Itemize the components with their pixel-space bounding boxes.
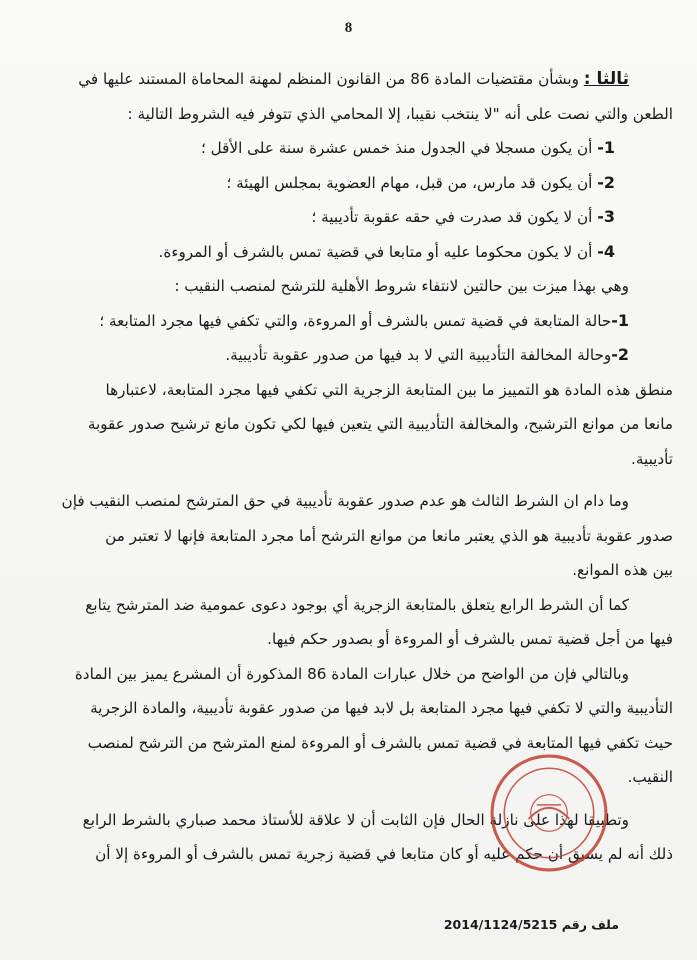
page-number: 8 [344, 20, 353, 36]
paragraph-line: بين هذه الموانع. [572, 561, 673, 579]
intro-line-1: ثالثا : وبشأن مقتضيات المادة 86 من القانون المنظم لمهنة المحاماة المستند عليها في [78, 69, 629, 89]
file-number-label: ملف رقم [561, 917, 619, 932]
paragraph-line: منطق هذه المادة هو التمييز ما بين المتابعة الزجرية التي تكفي فيها مجرد المتابعة، لاعتبارها [105, 380, 673, 399]
paragraph-line: ذلك أنه لم يسبق أن حكم عليه أو كان متابعا في قضية زجرية تمس بالشرف أو المروءة إلا أن [95, 845, 673, 863]
file-number-footer [444, 917, 619, 932]
condition-item: 4- أن لا يكون محكوما عليه أو متابعا في قضية تمس بالشرف أو المروءة. [158, 241, 615, 261]
paragraph-line: التأديبية والتي لا تكفي فيها مجرد المتابعة بل لابد فيها من صدور عقوبة تأديبية، والمادة الزجرية [90, 699, 673, 717]
file-number-value: 2014/1124/5215 [443, 917, 558, 932]
paragraph-line: حيث تكفي فيها المتابعة في قضية تمس بالشرف أو المروءة لمنع المترشح من الترشح لمنصب [87, 733, 673, 752]
paragraph-line: تأديبية. [631, 449, 673, 468]
paragraph-line: النقيب. [627, 768, 673, 786]
condition-item: 1- أن يكون مسجلا في الجدول منذ خمس عشرة سنة على الأقل ؛ [201, 138, 615, 157]
condition-item: 2- أن يكون قد مارس، من قبل، مهام العضوية بمجلس الهيئة ؛ [226, 172, 615, 192]
paragraph-line: مانعا من موانع الترشيح، والمخالفة التأديبية التي يتعين فيها لكي تكون مانع ترشيح صدور عقوبة [87, 415, 673, 433]
case-item: 1-حالة المتابعة في قضية تمس بالشرف أو المروءة، والتي تكفي فيها مجرد المتابعة ؛ [99, 310, 629, 330]
section-heading: ثالثا : [583, 69, 629, 89]
paragraph-line: كما أن الشرط الرابع يتعلق بالمتابعة الزجرية أي بوجود دعوى عمومية ضد المترشح يتابع [85, 595, 629, 614]
case-item: 2-وحالة المخالفة التأديبية التي لا بد فيها من صدور عقوبة تأديبية. [225, 345, 629, 364]
paragraph-line: وبالتالي فإن من الواضح من خلال عبارات المادة 86 المذكورة أن المشرع يميز بين المادة [74, 664, 629, 683]
paragraph-line: فيها من أجل قضية تمس بالشرف أو المروءة أو بصدور حكم فيها. [267, 630, 673, 648]
paragraph-line: وما دام ان الشرط الثالث هو عدم صدور عقوبة تأديبية في حق المترشح لمنصب النقيب فإن [61, 492, 629, 510]
paragraph-line: صدور عقوبة تأديبية هو الذي يعتبر مانعا من موانع الترشح أما مجرد المتابعة فإنها لا تعتبر من [105, 526, 673, 545]
cases-intro: وهي بهذا ميزت بين حالتين لانتفاء شروط الأهلية للترشح لمنصب النقيب : [174, 277, 629, 295]
condition-item: 3- أن لا يكون قد صدرت في حقه عقوبة تأديبية ؛ [311, 207, 615, 226]
paragraph-line: وتطبيقا لهذا على نازلة الحال فإن الثابت أن لا علاقة للأستاذ محمد صباري بالشرط الرابع [82, 810, 629, 829]
document-body [28, 62, 673, 872]
intro-line-2: الطعن والتي نصت على أنه "لا ينتخب نقيبا، إلا المحامي الذي تتوفر فيه الشروط التالية : [127, 104, 673, 123]
